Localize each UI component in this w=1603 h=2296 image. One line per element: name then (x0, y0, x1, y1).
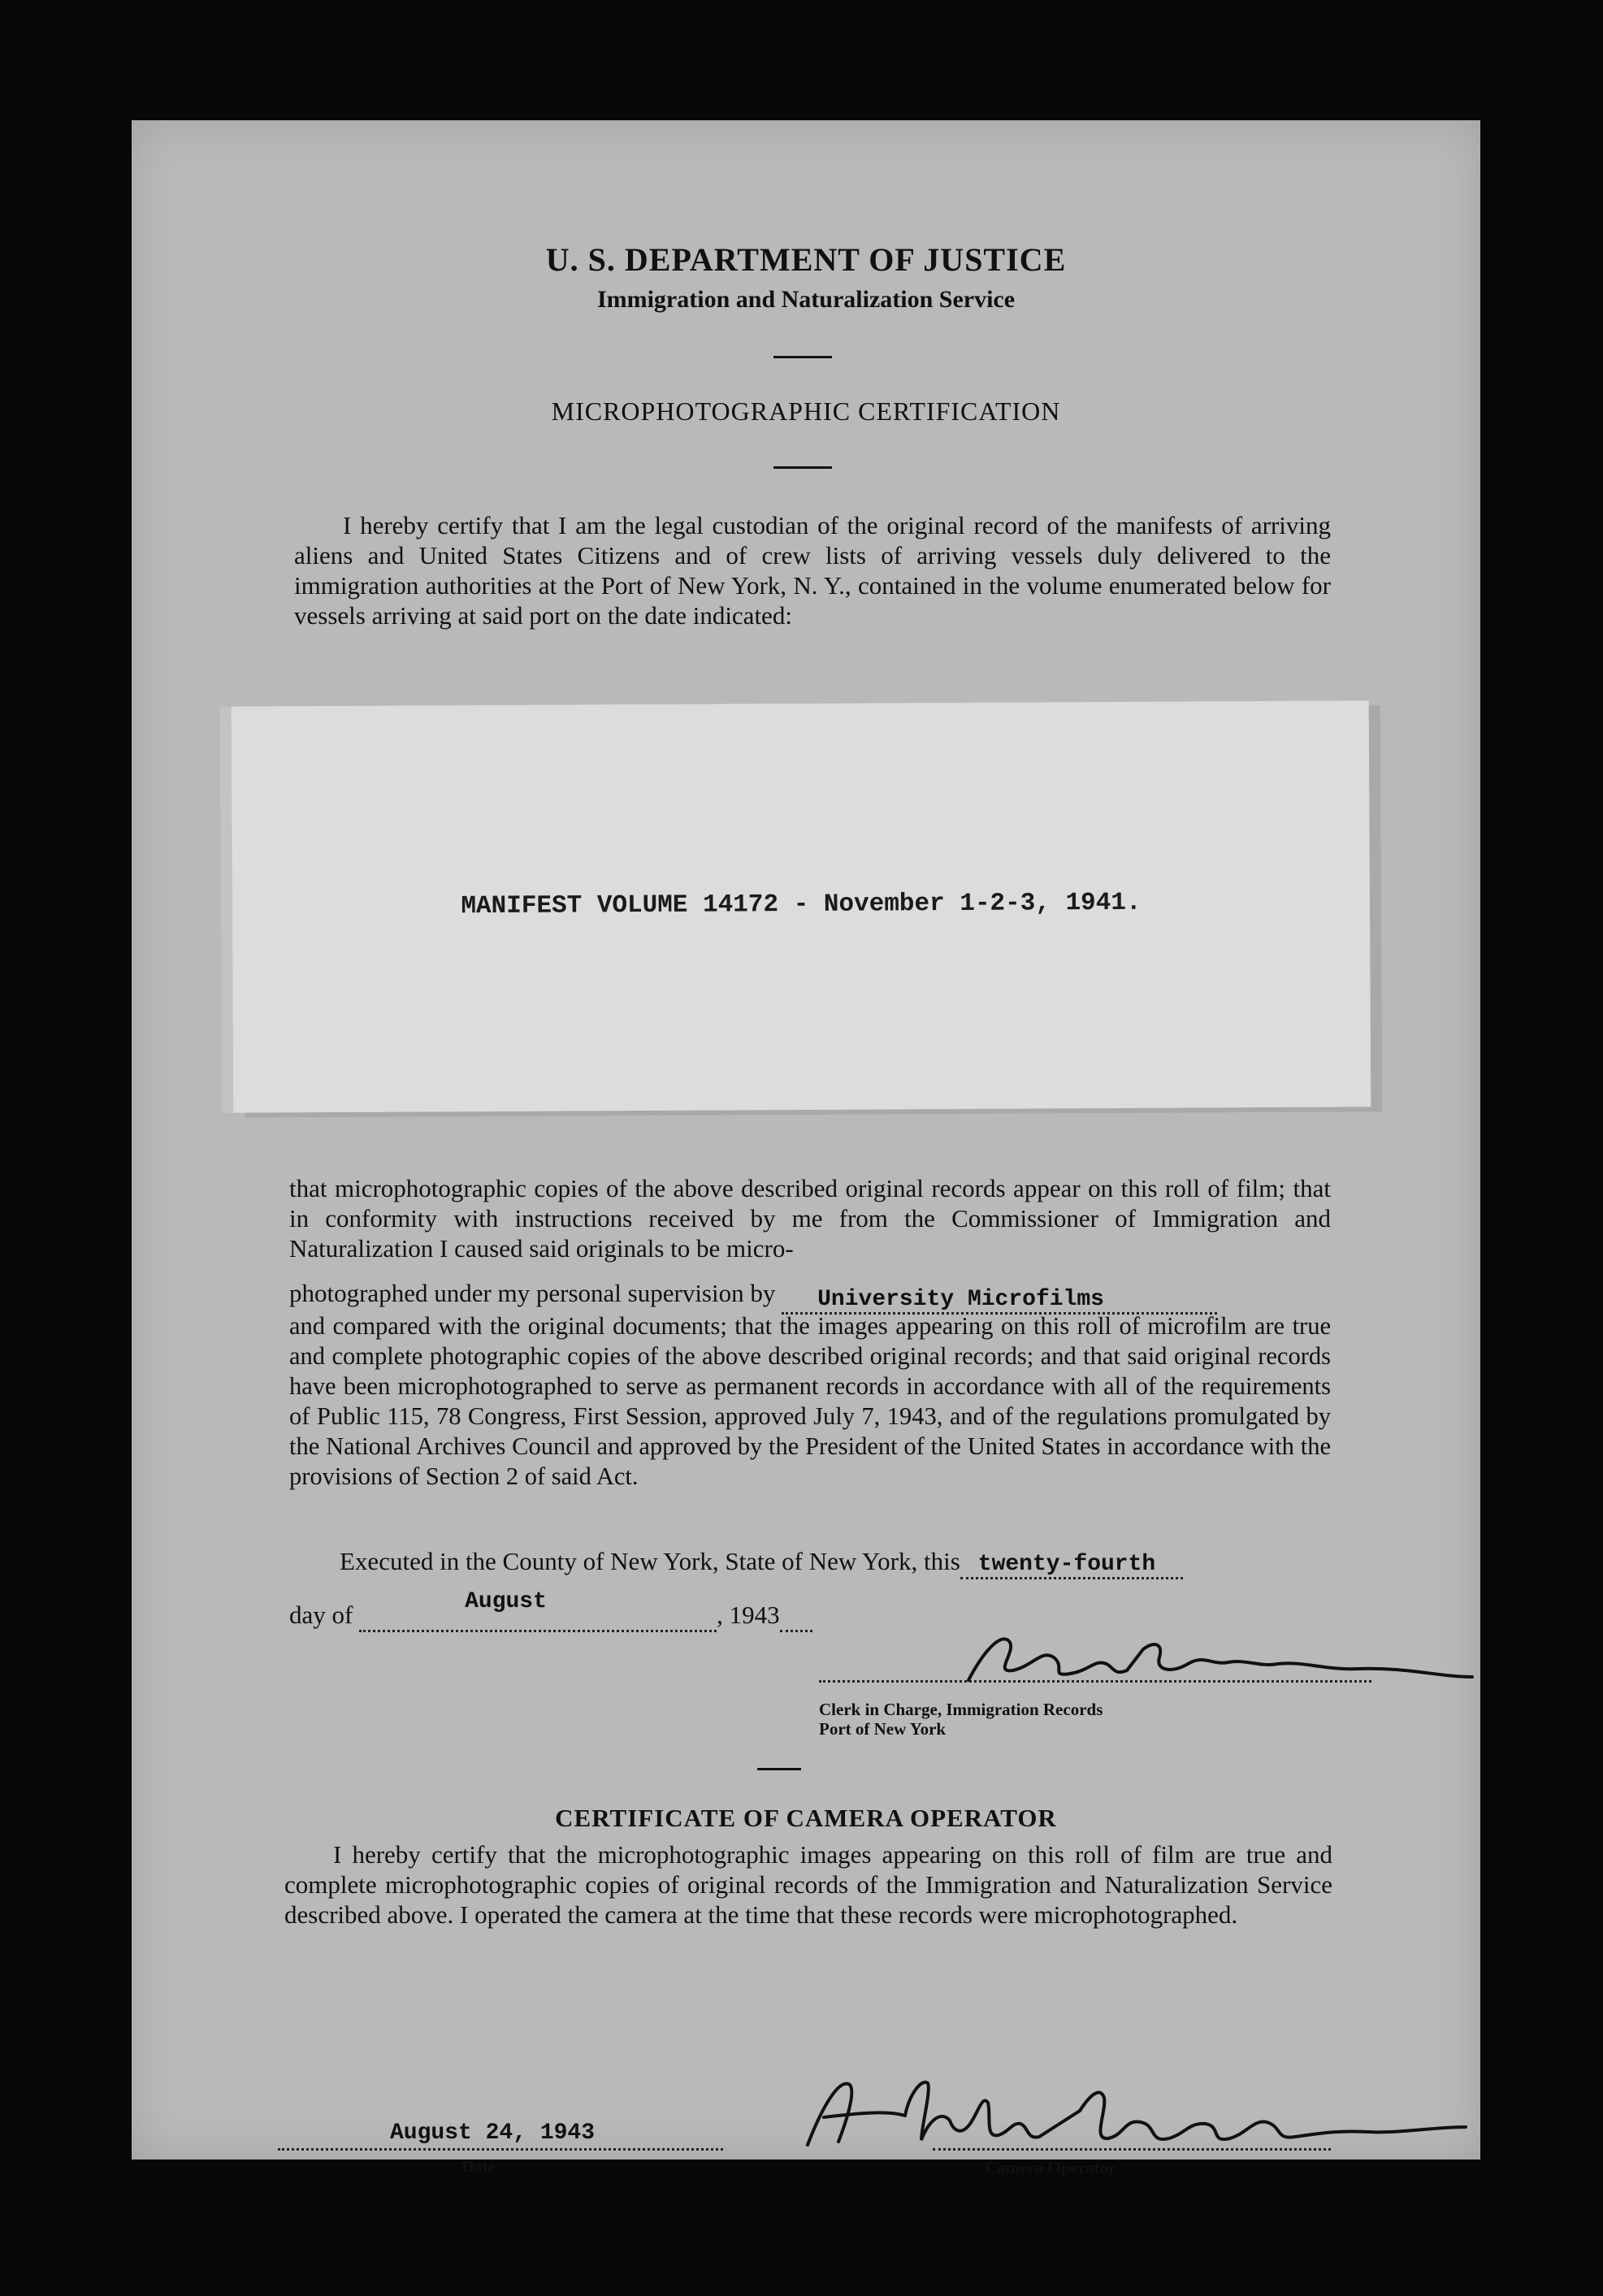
execution-prefix: Executed in the County of New York, State of New York, this (340, 1547, 960, 1575)
clerk-title-line2: Port of New York (819, 1719, 947, 1739)
month-value: August (465, 1589, 547, 1614)
clerk-title (819, 1700, 1103, 1739)
day-of-label: day of (289, 1601, 353, 1629)
supervision-value: University Microfilms (817, 1287, 1104, 1312)
clerk-title-line1: Clerk in Charge, Immigration Records (819, 1700, 1103, 1719)
camera-certificate-title: CERTIFICATE OF CAMERA OPERATOR (555, 1804, 1057, 1832)
day-field (960, 1547, 1183, 1579)
manifest-volume-text: MANIFEST VOLUME 14172 - November 1-2-3, 1941. (461, 888, 1142, 921)
execution-line (340, 1547, 1183, 1579)
supervision-value-field (782, 1282, 1217, 1315)
camera-date-label: Date (461, 2156, 496, 2176)
body-paragraph-a: that microphotographic copies of the above described original records appear on this roll of film; that in conformity with instructions received by me from the Commissioner of Immigration and Naturalization I caused said originals to be micro- (289, 1174, 1331, 1263)
divider (773, 466, 832, 469)
clerk-signature (952, 1617, 1480, 1698)
clerk-signature-stroke (968, 1639, 1472, 1680)
divider (773, 356, 832, 358)
service-subheading: Immigration and Naturalization Service (596, 286, 1016, 313)
camera-operator-signature (799, 2070, 1474, 2160)
supervision-prefix: photographed under my personal supervision by (289, 1279, 776, 1307)
camera-operator-signature-stroke (808, 2082, 1466, 2145)
date-line (289, 1589, 812, 1632)
camera-operator-label: Camera Operator (985, 2158, 1116, 2177)
supervision-line (289, 1279, 1217, 1311)
camera-date-value: August 24, 1943 (390, 2121, 596, 2146)
department-heading: U. S. DEPARTMENT OF JUSTICE (545, 241, 1067, 278)
camera-date-field (278, 2122, 723, 2151)
manifest-slip (232, 700, 1371, 1112)
certificate-page (132, 120, 1480, 2177)
year-trail (780, 1601, 812, 1632)
certification-title: MICROPHOTOGRAPHIC CERTIFICATION (551, 396, 1061, 426)
year-text: , 1943 (717, 1601, 780, 1629)
day-value: twenty-fourth (977, 1552, 1156, 1577)
camera-paragraph: I hereby certify that the microphotographic images appearing on this roll of film are true and complete microphotographic copies of original records of the Immigration and Naturalization Service described above. I operated the camera at the time that these records were microphotographed. (284, 1840, 1332, 1929)
intro-paragraph: I hereby certify that I am the legal custodian of the original record of the manifests of arriving aliens and United States Citizens and of crew lists of arriving vessels duly delivered to the immigration authorities at the Port of New York, N. Y., contained in the volume enumerated below for vessels arriving at said port on the date indicated: (294, 511, 1331, 630)
month-field (359, 1589, 717, 1632)
body-paragraph-b: and compared with the original documents; that the images appearing on this roll of microfilm are true and complete photographic copies of the above described original records; and that said original records have been microphotographed to serve as permanent records in accordance with all of the requirements of Public 115, 78 Congress, First Session, approved July 7, 1943, and of the regulations promulgated by the National Archives Council and approved by the President of the United States in accordance with the provisions of Section 2 of said Act. (289, 1312, 1331, 1490)
divider (757, 1768, 801, 1770)
